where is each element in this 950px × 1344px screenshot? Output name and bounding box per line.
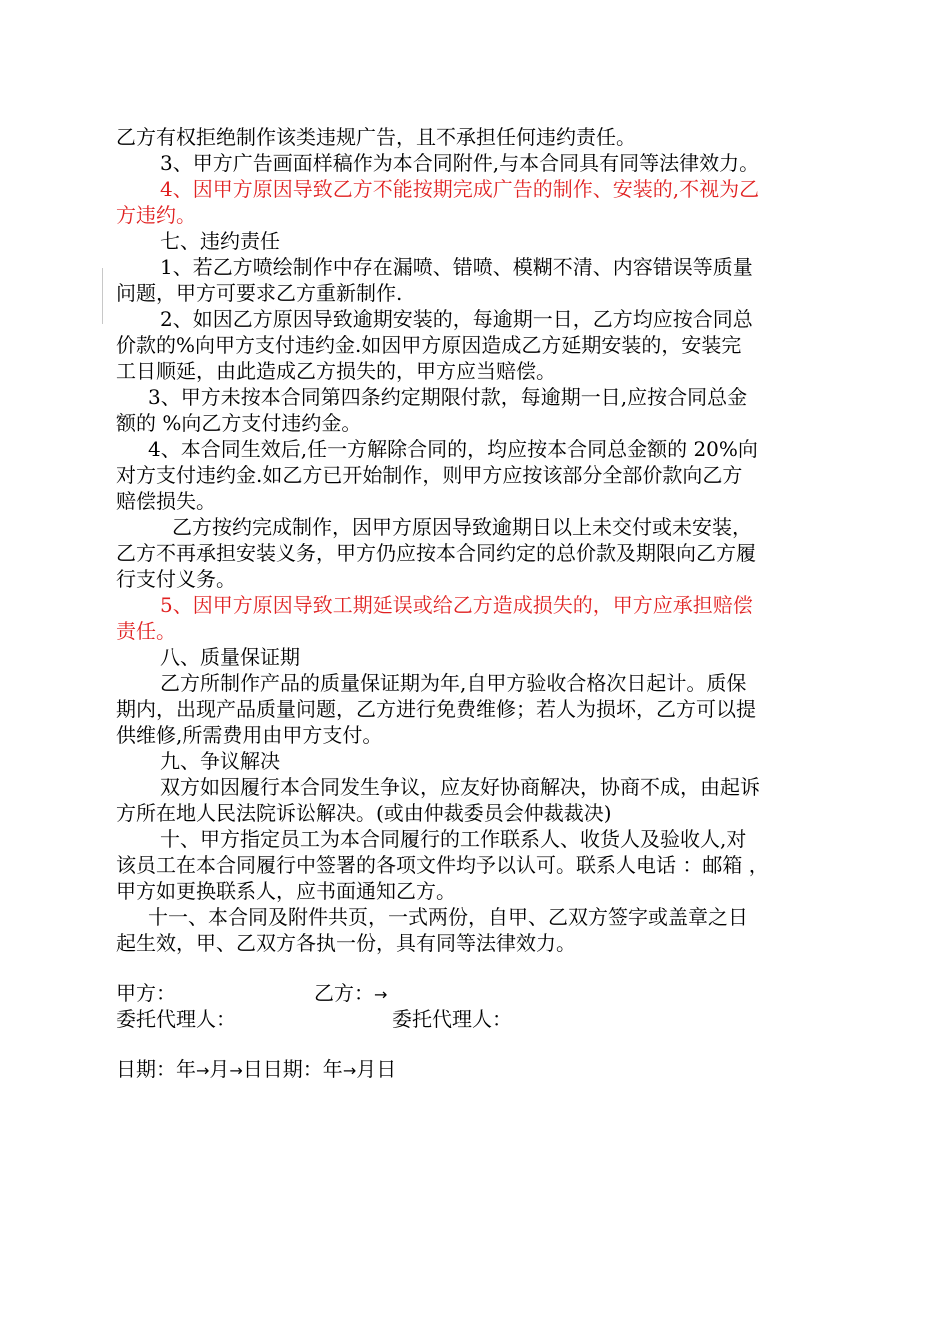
text-line: 十一、本合同及附件共页，一式两份，自甲、乙双方签字或盖章之日: [148, 905, 748, 929]
margin-mark: [102, 268, 103, 324]
text-line: 赔偿损失。: [116, 489, 216, 513]
highlighted-text-line: 5、因甲方原因导致工期延误或给乙方造成损失的，甲方应承担赔偿: [160, 593, 753, 617]
text-line: 工日顺延，由此造成乙方损失的，甲方应当赔偿。: [116, 359, 556, 383]
text-line: 甲方如更换联系人，应书面通知乙方。: [116, 879, 456, 903]
agent-b-label: 委托代理人：: [392, 1007, 512, 1031]
text-line: 起生效，甲、乙双方各执一份，具有同等法律效力。: [116, 931, 576, 955]
text-line: 方所在地人民法院诉讼解决。(或由仲裁委员会仲裁裁决): [116, 801, 612, 825]
date-prefix: 日期：年: [116, 1057, 196, 1081]
date-month: 月: [209, 1057, 230, 1081]
text-line: 价款的%向甲方支付违约金.如因甲方原因造成乙方延期安装的，安装完: [116, 333, 742, 357]
section-heading: 九、争议解决: [160, 749, 280, 773]
text-line: 该员工在本合同履行中签署的各项文件均予以认可。联系人电话 ：邮箱 ，: [116, 853, 769, 877]
tab-arrow-icon: →: [342, 1061, 357, 1080]
text-line: 对方支付违约金.如乙方已开始制作，则甲方应按该部分全部价款向乙方: [116, 463, 743, 487]
text-line: 1、若乙方喷绘制作中存在漏喷、错喷、模糊不清、内容错误等质量: [160, 255, 753, 279]
party-b-signature: [314, 980, 387, 1008]
text-line: 3、甲方未按本合同第四条约定期限付款，每逾期一日,应按合同总金: [148, 385, 748, 409]
text-line: 乙方按约完成制作，因甲方原因导致逾期日以上未交付或未安装，: [172, 515, 752, 539]
text-line: 额的 %向乙方支付违约金。: [116, 411, 362, 435]
tab-arrow-icon: →: [229, 1061, 243, 1080]
party-a-label: 甲方：: [116, 981, 176, 1005]
text-line: 4、本合同生效后,任一方解除合同的，均应按本合同总金额的 20%向: [148, 437, 758, 461]
section-heading: 七、违约责任: [160, 229, 280, 253]
text-line: 供维修,所需费用由甲方支付。: [116, 723, 383, 747]
text-line: 十、甲方指定员工为本合同履行的工作联系人、收货人及验收人,对: [160, 827, 747, 851]
text-line: 问题，甲方可要求乙方重新制作.: [116, 281, 403, 305]
text-line: 期内，出现产品质量问题，乙方进行免费维修；若人为损坏，乙方可以提: [116, 697, 756, 721]
text-line: 双方如因履行本合同发生争议，应友好协商解决，协商不成，由起诉: [160, 775, 760, 799]
text-line: 2、如因乙方原因导致逾期安装的，每逾期一日，乙方均应按合同总: [160, 307, 753, 331]
tab-arrow-icon: →: [374, 985, 388, 1004]
date-month-day: 月日: [356, 1057, 397, 1081]
text-line: 乙方所制作产品的质量保证期为年,自甲方验收合格次日起计。质保: [160, 671, 747, 695]
text-line: 3、甲方广告画面样稿作为本合同附件,与本合同具有同等法律效力。: [160, 151, 760, 175]
agent-a-label: 委托代理人：: [116, 1007, 236, 1031]
highlighted-text-line: 4、因甲方原因导致乙方不能按期完成广告的制作、安装的,不视为乙: [160, 177, 760, 201]
date-day-second-date: 日日期：年: [242, 1057, 343, 1081]
section-heading: 八、质量保证期: [160, 645, 300, 669]
text-line: 行支付义务。: [116, 567, 236, 591]
text-line: 乙方不再承担安装义务，甲方仍应按本合同约定的总价款及期限向乙方履: [116, 541, 756, 565]
highlighted-text-line: 责任。: [116, 619, 176, 643]
text-line: 乙方有权拒绝制作该类违规广告，且不承担任何违约责任。: [116, 125, 636, 149]
party-b-label: 乙方：: [314, 981, 374, 1005]
highlighted-text-line: 方违约。: [116, 203, 196, 227]
date-line: [116, 1056, 396, 1084]
tab-arrow-icon: →: [196, 1061, 210, 1080]
